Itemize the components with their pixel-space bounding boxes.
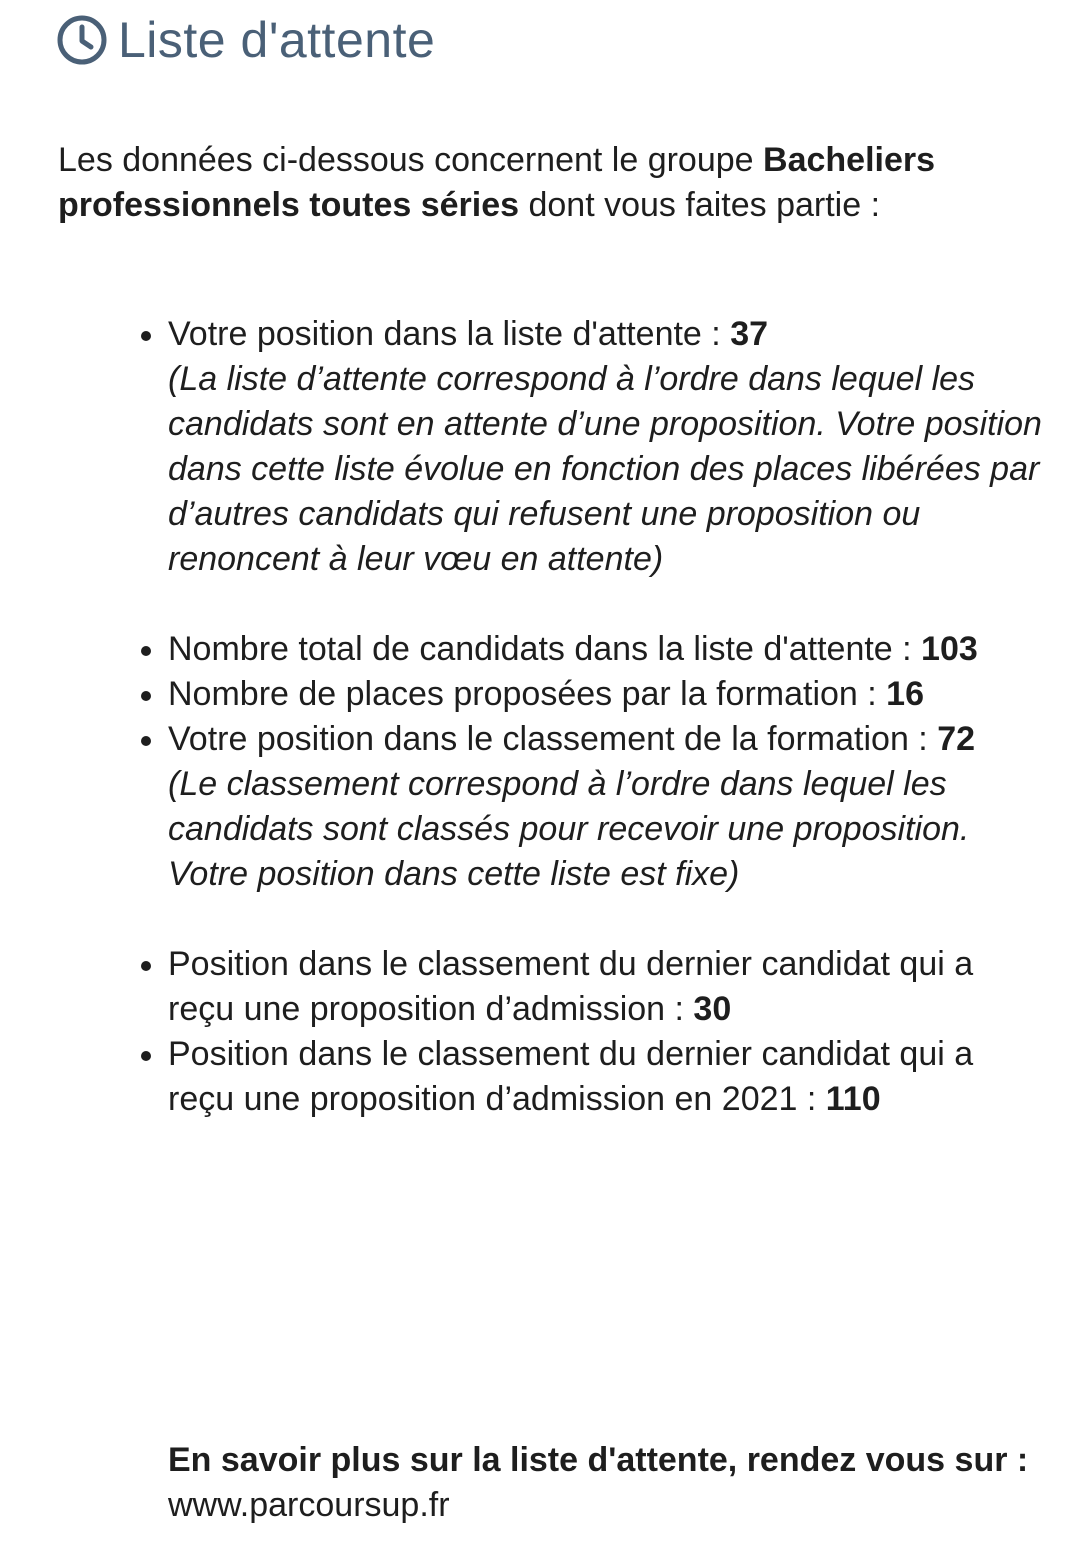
intro-suffix: dont vous faites partie : — [519, 186, 881, 224]
clock-icon — [56, 14, 108, 66]
more-info-label: En savoir plus sur la liste d'attente, rendez vous sur : — [168, 1441, 1029, 1479]
item-note: (Le classement correspond à l’ordre dans lequel les candidats sont classés pour recevoir une proposition. Votre position dans cette liste est fixe) — [168, 765, 970, 893]
list-item-waitlist-position — [168, 312, 1048, 582]
group-name: Bacheliers professionnels toutes séries — [58, 141, 936, 224]
bullet-icon — [141, 736, 151, 746]
item-value: 110 — [825, 1080, 881, 1118]
list-item-last-admitted — [168, 942, 1048, 1032]
spacer — [168, 897, 1048, 942]
list-item-last-admitted-2021 — [168, 1032, 1048, 1122]
page-title: Liste d'attente — [118, 12, 436, 68]
item-note: (La liste d’attente correspond à l’ordre dans lequel les candidats sont en attente d’une proposition. Votre position dans cette liste évolue en fonction des places libérées par d’autres candidats qui refusent une proposition ou renoncent à leur vœu en attente) — [168, 360, 1042, 578]
spacer — [168, 582, 1048, 627]
item-value: 30 — [693, 990, 732, 1028]
item-value: 72 — [937, 720, 976, 758]
bullet-icon — [141, 646, 151, 656]
parcoursup-link[interactable]: www.parcoursup.fr — [168, 1486, 450, 1524]
item-label: Nombre de places proposées par la formation : — [168, 675, 887, 713]
intro-prefix: Les données ci-dessous concernent le groupe — [58, 141, 764, 179]
item-value: 16 — [886, 675, 924, 713]
item-value: 103 — [921, 630, 978, 668]
item-label: Nombre total de candidats dans la liste d'attente : — [168, 630, 922, 668]
list-item-total-candidates — [168, 627, 1048, 672]
item-label: Votre position dans le classement de la formation : — [168, 720, 938, 758]
list-item-places — [168, 672, 1048, 717]
bullet-icon — [141, 331, 151, 341]
item-label: Position dans le classement du dernier candidat qui a reçu une proposition d’admission en 2021 : — [168, 1035, 974, 1118]
info-list — [168, 312, 1048, 1122]
intro-text — [58, 138, 1038, 228]
bullet-icon — [141, 961, 151, 971]
item-label: Position dans le classement du dernier candidat qui a reçu une proposition d’admission : — [168, 945, 974, 1028]
item-value: 37 — [730, 315, 769, 353]
more-info — [168, 1438, 1048, 1528]
item-label: Votre position dans la liste d'attente : — [168, 315, 731, 353]
list-item-ranking-position — [168, 717, 1048, 897]
bullet-icon — [141, 691, 151, 701]
bullet-icon — [141, 1051, 151, 1061]
header — [56, 8, 435, 72]
